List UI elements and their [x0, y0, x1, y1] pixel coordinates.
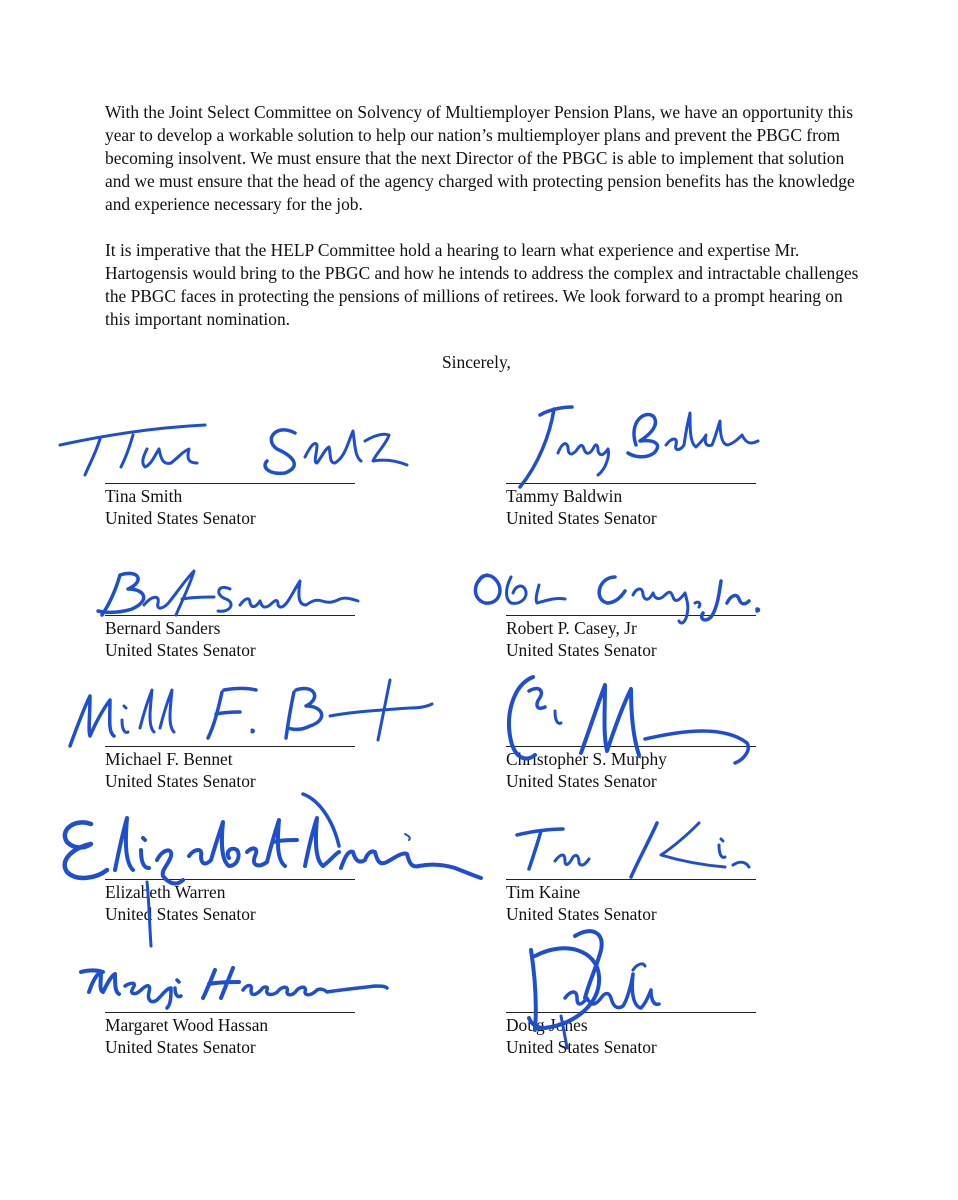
signature-line — [506, 746, 756, 747]
signatory-name: Tammy Baldwin — [506, 486, 623, 506]
signatory-title: United States Senator — [506, 771, 657, 791]
signature-line — [506, 1012, 756, 1013]
signature-line — [506, 615, 756, 616]
signatory-title: United States Senator — [105, 771, 256, 791]
signatory-title: United States Senator — [105, 1037, 256, 1057]
signatory-name: Tina Smith — [105, 486, 183, 506]
signature-line — [105, 1012, 355, 1013]
signatory-title: United States Senator — [506, 1037, 657, 1057]
signature-tina-smith — [55, 405, 415, 495]
signatory-name: Doug Jones — [506, 1015, 588, 1035]
signatory-name: Elizabeth Warren — [105, 882, 226, 902]
signature-line — [105, 615, 355, 616]
signatory-title: United States Senator — [105, 640, 256, 660]
closing: Sincerely, — [442, 352, 511, 372]
signatory-name: Tim Kaine — [506, 882, 581, 902]
letter-paragraph-1: With the Joint Select Committee on Solvency of Multiemployer Pension Plans, we have an opportunity this year to develop a workable solution to help our nation’s multiemployer plans and prevent the PBGC from becoming insolvent. We must ensure that the next Director of the PBGC is able to implement that solution and we must ensure that the head of the agency charged with protecting pension benefits has the knowledge and experience necessary for the job. — [105, 102, 855, 214]
signatory-name: Margaret Wood Hassan — [105, 1015, 269, 1035]
signature-margaret-hassan — [75, 960, 395, 1010]
signatory-name: Bernard Sanders — [105, 618, 221, 638]
signature-line — [105, 483, 355, 484]
signatory-name: Michael F. Bennet — [105, 749, 233, 769]
signature-line — [105, 879, 355, 880]
signatory-title: United States Senator — [506, 904, 657, 924]
signatory-name: Robert P. Casey, Jr — [506, 618, 637, 638]
signature-tammy-baldwin — [510, 395, 770, 495]
signatory-name: Christopher S. Murphy — [506, 749, 667, 769]
signature-line — [105, 746, 355, 747]
signature-line — [506, 879, 756, 880]
signatory-title: United States Senator — [105, 904, 256, 924]
signature-elizabeth-warren — [45, 790, 485, 955]
signatory-title: United States Senator — [506, 508, 657, 528]
signatory-title: United States Senator — [506, 640, 657, 660]
letter-paragraph-2: It is imperative that the HELP Committee hold a hearing to learn what experience and expertise Mr. Hartogensis would bring to the PBGC and how he intends to address the complex and intractable challenges the PBGC faces in protecting the pensions of millions of retirees. We look forward to a prompt hearing on this important nomination. — [105, 240, 859, 329]
signature-line — [506, 483, 756, 484]
signatory-title: United States Senator — [105, 508, 256, 528]
